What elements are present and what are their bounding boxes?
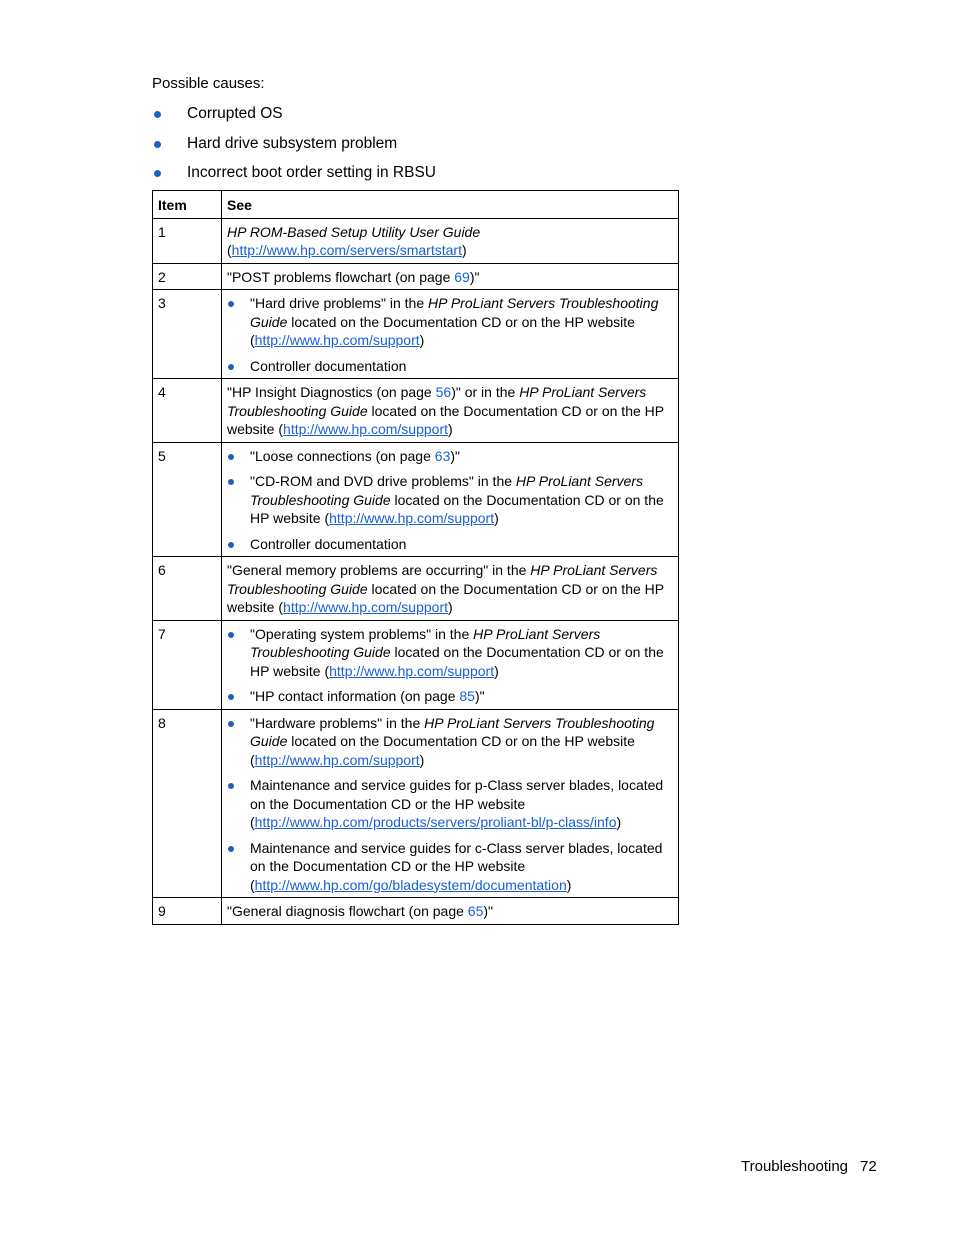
- bullet-icon: [154, 111, 161, 118]
- cause-label: Incorrect boot order setting in RBSU: [187, 164, 436, 181]
- bullet-icon: [228, 364, 234, 370]
- see-text: "HP contact information (on page: [250, 688, 460, 704]
- page-link[interactable]: 63: [434, 447, 451, 464]
- item-number: 5: [153, 442, 222, 557]
- see-text: "Operating system problems" in the: [250, 625, 474, 642]
- item-number: 2: [153, 263, 222, 290]
- see-text: Maintenance and service guides for c-Class server blades, located on the Documentation CD or the HP website: [250, 839, 663, 874]
- support-link[interactable]: http://www.hp.com/support: [283, 421, 448, 437]
- list-item: "Hard drive problems" in the HP ProLiant Servers Troubleshooting Guide located on the Documentation CD or on the HP website (http://www.hp.com/support): [227, 294, 673, 350]
- item-number: 4: [153, 379, 222, 443]
- page-link[interactable]: 56: [435, 384, 452, 400]
- cause-item: [152, 163, 436, 193]
- see-list: [227, 625, 673, 706]
- bullet-icon: [228, 301, 234, 307]
- see-list: [227, 294, 673, 375]
- see-cell: HP ROM-Based Setup Utility User Guide (http://www.hp.com/servers/smartstart): [222, 218, 679, 263]
- intro-text: Possible causes:: [152, 75, 265, 92]
- see-text: "Hardware problems" in the: [250, 714, 425, 731]
- bullet-icon: [228, 632, 234, 638]
- see-text: )": [469, 268, 480, 285]
- support-link[interactable]: http://www.hp.com/support: [254, 332, 420, 348]
- item-number: 3: [153, 290, 222, 379]
- guide-title: HP ProLiant Servers Troubleshooting Guide: [227, 384, 647, 419]
- bullet-icon: [228, 694, 234, 700]
- bullet-icon: [154, 170, 161, 177]
- pclass-link[interactable]: http://www.hp.com/products/servers/proliant-bl/p-class/info: [254, 814, 617, 830]
- see-text: located on the Documentation CD or on the HP website: [227, 402, 664, 437]
- bullet-icon: [228, 783, 234, 789]
- see-text: Controller documentation: [250, 357, 407, 374]
- footer-section: Troubleshooting: [741, 1158, 849, 1175]
- table-row: [153, 218, 679, 263]
- possible-causes-list: [152, 104, 436, 193]
- table-row: [153, 557, 679, 621]
- table-row: [153, 290, 679, 379]
- see-cell: [222, 709, 679, 898]
- table-row: [153, 709, 679, 898]
- see-text: "POST problems flowchart (on page: [227, 268, 455, 285]
- item-number: 6: [153, 557, 222, 621]
- see-text: Controller documentation: [250, 535, 407, 552]
- list-item: [227, 687, 673, 706]
- cause-item: [152, 134, 436, 164]
- guide-title: HP ProLiant Servers Troubleshooting Guide: [250, 625, 601, 660]
- see-text: "HP Insight Diagnostics (on page: [227, 384, 436, 400]
- cause-label: Hard drive subsystem problem: [187, 134, 398, 152]
- see-text: )": [450, 447, 460, 464]
- see-text: )" or in the: [451, 384, 520, 400]
- bullet-icon: [228, 542, 234, 548]
- list-item: [227, 357, 673, 376]
- bullet-icon: [228, 721, 234, 727]
- support-link[interactable]: http://www.hp.com/support: [254, 751, 420, 768]
- table-row: [153, 620, 679, 709]
- page-link[interactable]: 69: [454, 268, 470, 285]
- support-link[interactable]: http://www.hp.com/support: [283, 599, 448, 615]
- guide-title: HP ROM-Based Setup Utility User Guide: [227, 223, 481, 240]
- see-cell: "HP Insight Diagnostics (on page 56)" or in the HP ProLiant Servers Troubleshooting Guide located on the Documentation CD or on the HP website (http://www.hp.com/support): [222, 379, 679, 443]
- support-link[interactable]: http://www.hp.com/support: [329, 510, 495, 526]
- item-number: 8: [153, 709, 222, 898]
- page-number: 72: [860, 1158, 877, 1175]
- support-link[interactable]: http://www.hp.com/servers/smartstart: [231, 242, 462, 258]
- cause-label: Corrupted OS: [187, 105, 283, 122]
- see-text: located on the Documentation CD or on the HP website: [250, 644, 664, 679]
- see-text: Maintenance and service guides for p-Class server blades, located on the Documentation CD or the HP website: [250, 777, 664, 812]
- header-item: Item: [153, 191, 222, 219]
- see-list: [227, 447, 673, 554]
- page-link[interactable]: 85: [459, 688, 475, 704]
- see-text: "CD-ROM and DVD drive problems" in the: [250, 473, 516, 489]
- list-item: [227, 447, 673, 466]
- page-footer: [741, 1158, 877, 1175]
- guide-title: HP ProLiant Servers Troubleshooting Guide: [250, 714, 655, 749]
- table-row: [153, 898, 679, 925]
- see-text: "General diagnosis flowchart (on page: [227, 903, 468, 919]
- see-text: located on the Documentation CD or on the HP website: [287, 733, 635, 749]
- bullet-icon: [228, 846, 234, 852]
- see-cell: [222, 898, 679, 925]
- see-list: [227, 714, 673, 895]
- list-item: [227, 535, 673, 554]
- item-number: 7: [153, 620, 222, 709]
- see-cell: [222, 620, 679, 709]
- support-link[interactable]: http://www.hp.com/support: [329, 662, 495, 679]
- table-row: [153, 442, 679, 557]
- table-row: [153, 379, 679, 443]
- list-item: Maintenance and service guides for p-Class server blades, located on the Documentation CD or the HP website (http://www.hp.com/products/servers/proliant-bl/p-class/info): [227, 776, 673, 832]
- see-text: )": [483, 903, 493, 919]
- list-item: "Hardware problems" in the HP ProLiant Servers Troubleshooting Guide located on the Documentation CD or on the HP website (http://www.hp.com/support): [227, 714, 673, 770]
- see-text: "Hard drive problems" in the: [250, 295, 429, 311]
- page-link[interactable]: 65: [467, 903, 484, 919]
- guide-title: HP ProLiant Servers Troubleshooting Guide: [250, 473, 644, 508]
- list-item: "Operating system problems" in the HP ProLiant Servers Troubleshooting Guide located on the Documentation CD or on the HP website (http://www.hp.com/support): [227, 625, 673, 681]
- guide-title: HP ProLiant Servers Troubleshooting Guide: [227, 562, 658, 597]
- table-row: [153, 263, 679, 290]
- see-text: located on the Documentation CD or on the HP website: [250, 491, 664, 526]
- item-number: 1: [153, 218, 222, 263]
- cclass-link[interactable]: http://www.hp.com/go/bladesystem/documentation: [254, 876, 567, 893]
- guide-title: HP ProLiant Servers Troubleshooting Guide: [250, 295, 659, 330]
- item-number: 9: [153, 898, 222, 925]
- reference-table: [152, 190, 679, 925]
- see-cell: [222, 442, 679, 557]
- see-text: located on the Documentation CD or on the HP website: [227, 580, 664, 615]
- see-text: located on the Documentation CD or on the HP website: [287, 313, 635, 330]
- see-cell: [222, 263, 679, 290]
- cause-item: [152, 104, 436, 134]
- see-text: "General memory problems are occurring" in the: [227, 562, 531, 578]
- list-item: "CD-ROM and DVD drive problems" in the HP ProLiant Servers Troubleshooting Guide located on the Documentation CD or on the HP website (http://www.hp.com/support): [227, 472, 673, 528]
- bullet-icon: [154, 141, 161, 148]
- see-cell: [222, 290, 679, 379]
- bullet-icon: [228, 479, 234, 485]
- header-see: See: [222, 191, 679, 219]
- table-header-row: [153, 191, 679, 219]
- see-cell: "General memory problems are occurring" in the HP ProLiant Servers Troubleshooting Guide located on the Documentation CD or on the HP website (http://www.hp.com/support): [222, 557, 679, 621]
- list-item: Maintenance and service guides for c-Class server blades, located on the Documentation CD or the HP website (http://www.hp.com/go/bladesystem/documentation): [227, 839, 673, 895]
- see-text: "Loose connections (on page: [250, 447, 435, 464]
- bullet-icon: [228, 454, 234, 460]
- see-text: )": [474, 688, 485, 704]
